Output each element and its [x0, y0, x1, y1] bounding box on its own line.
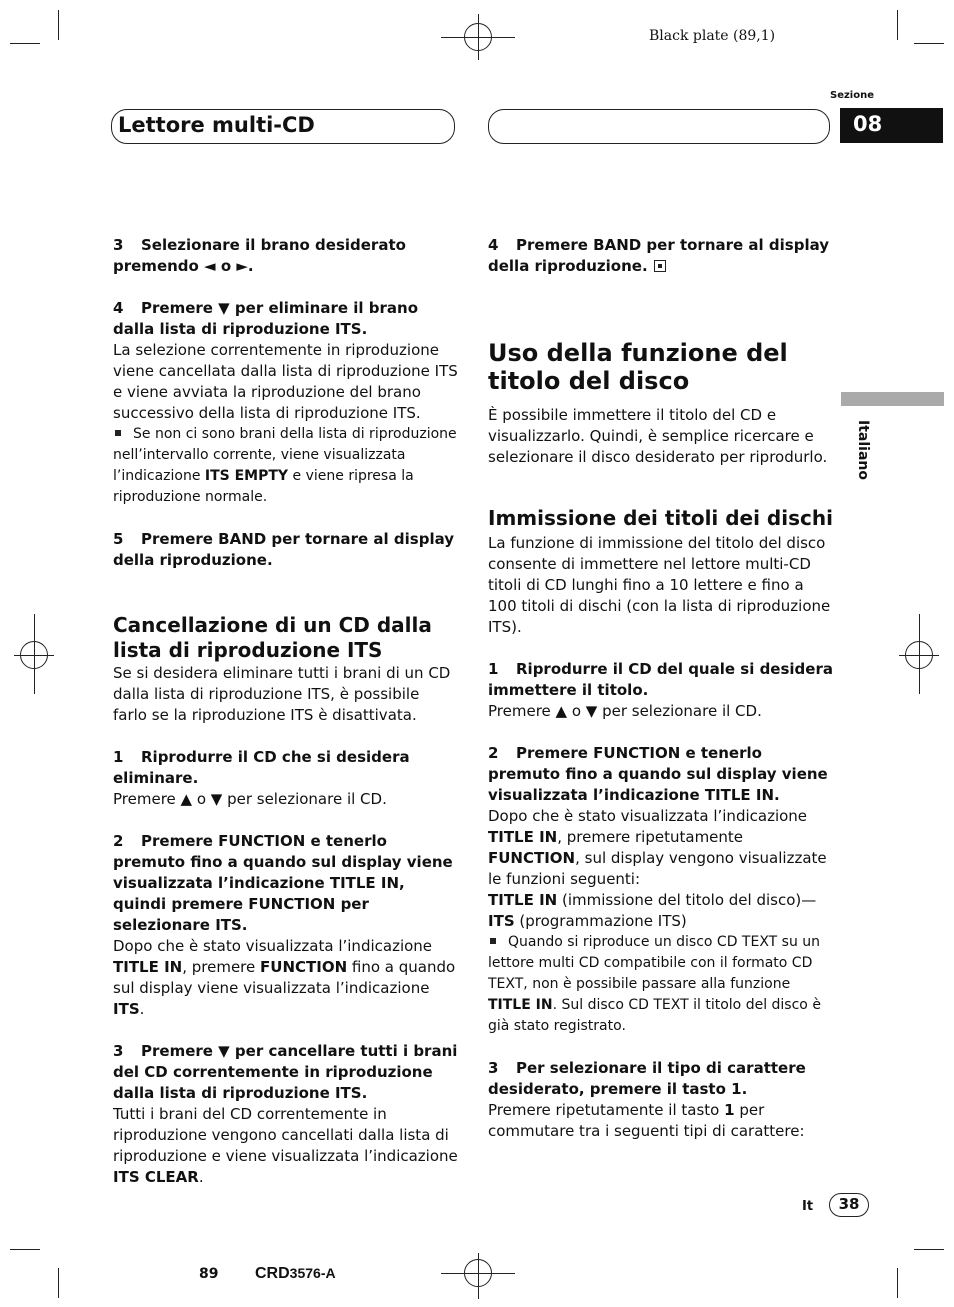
- left-column: [113, 235, 458, 1188]
- title-step-2: 2 Premere FUNCTION e tenerlo premuto fino a quando sul display viene visualizzata l’indicazione TITLE IN.: [488, 744, 828, 804]
- plate-label: Black plate (89,1): [649, 28, 776, 44]
- crop-mark: [10, 1249, 40, 1250]
- title-step-2-functions: TITLE IN (immissione del titolo del disco)—ITS (programmazione ITS): [488, 891, 817, 930]
- entry-intro: La funzione di immissione del titolo del disco consente di immettere nel lettore multi-CD titoli di CD lunghi fino a 10 lettere e fino a 100 titoli di dischi (con la lista di riproduzione ITS).: [488, 534, 831, 636]
- cancel-step-1-body: Premere ▲ o ▼ per selezionare il CD.: [113, 790, 387, 808]
- step-4-body: La selezione correntemente in riproduzione viene cancellata dalla lista di riproduzione ITS e viene avviata la riproduzione del brano successivo della lista di riproduzione ITS.: [113, 341, 458, 422]
- step-4: 4 Premere ▼ per eliminare il brano dalla lista di riproduzione ITS.: [113, 299, 419, 338]
- cancel-intro: Se si desidera eliminare tutti i brani di un CD dalla lista di riproduzione ITS, è possibile farlo se la riproduzione ITS è disattivata.: [113, 664, 451, 724]
- step-3: 3 Selezionare il brano desiderato premendo ◄ o ►.: [113, 236, 406, 275]
- crop-mark: [58, 10, 59, 40]
- crop-mark: [58, 1268, 59, 1298]
- title-step-3-body: Premere ripetutamente il tasto 1 per commutare tra i seguenti tipi di carattere:: [488, 1101, 805, 1140]
- page-number: 38: [838, 1195, 860, 1213]
- right-column: [488, 235, 833, 1142]
- end-mark-icon: [654, 260, 666, 272]
- title-step-1-body: Premere ▲ o ▼ per selezionare il CD.: [488, 702, 762, 720]
- language-tab: [851, 420, 871, 500]
- section-title-box: [111, 109, 455, 144]
- title-step-2-body: Dopo che è stato visualizzata l’indicazione TITLE IN, premere ripetutamente FUNCTION, sul display vengono visualizzate le funzioni seguenti:: [488, 807, 827, 888]
- cancel-step-3: 3 Premere ▼ per cancellare tutti i brani del CD correntemente in riproduzione dalla lista di riproduzione ITS.: [113, 1042, 458, 1102]
- title-intro: È possibile immettere il titolo del CD e visualizzarlo. Quindi, è semplice ricercare e selezionare il disco desiderato per riprodurlo.: [488, 406, 828, 466]
- bullet-icon: [490, 938, 496, 944]
- step-4-right: 4 Premere BAND per tornare al display della riproduzione.: [488, 236, 830, 275]
- crop-mark: [897, 1268, 898, 1298]
- section-number: 08: [853, 112, 883, 136]
- page-number-box: [829, 1193, 869, 1217]
- cancel-step-2-body: Dopo che è stato visualizzata l’indicazione TITLE IN, premere FUNCTION fino a quando sul display viene visualizzata l’indicazione ITS.: [113, 937, 456, 1018]
- heading-title-entry: Immissione dei titoli dei dischi: [488, 506, 833, 530]
- registration-line: [478, 1253, 479, 1299]
- note: Quando si riproduce un disco CD TEXT su un lettore multi CD compatibile con il formato CD TEXT, non è possibile passare alla funzione TITLE IN. Sul disco CD TEXT il titolo del disco è già stato registrato.: [488, 934, 821, 1034]
- heading-cancel-cd: Cancellazione di un CD dalla lista di riproduzione ITS: [113, 613, 432, 662]
- heading-title-function: Uso della funzione del titolo del disco: [488, 339, 788, 395]
- model-number: CRD3576-A: [255, 1265, 336, 1282]
- section-title: Lettore multi-CD: [118, 113, 315, 137]
- title-step-1: 1 Riprodurre il CD del quale si desidera immettere il titolo.: [488, 660, 833, 699]
- cancel-step-1: 1 Riprodurre il CD che si desidera eliminare.: [113, 748, 410, 787]
- step-5: 5 Premere BAND per tornare al display della riproduzione.: [113, 530, 455, 569]
- bullet-icon: [115, 430, 121, 436]
- crop-mark: [897, 10, 898, 40]
- cancel-step-3-body: Tutti i brani del CD correntemente in riproduzione vengono cancellati dalla lista di riproduzione e viene visualizzata l’indicazione ITS CLEAR.: [113, 1105, 458, 1186]
- note: Se non ci sono brani della lista di riproduzione nell’intervallo corrente, viene visualizzata l’indicazione ITS EMPTY e viene ripresa la riproduzione normale.: [113, 426, 457, 505]
- section-label: Sezione: [830, 90, 875, 101]
- language-code: It: [802, 1199, 814, 1214]
- cancel-step-2: 2 Premere FUNCTION e tenerlo premuto fino a quando sul display viene visualizzata l’indicazione TITLE IN, quindi premere FUNCTION per selezionare ITS.: [113, 832, 453, 934]
- language-tab-bar: [841, 392, 944, 406]
- registration-line: [478, 14, 479, 60]
- registration-line: [34, 614, 35, 694]
- language-label: Italiano: [855, 420, 871, 480]
- crop-mark: [914, 43, 944, 44]
- print-page-number: 89: [199, 1266, 219, 1282]
- section-number-box: [840, 108, 943, 143]
- crop-mark: [914, 1249, 944, 1250]
- title-step-3: 3 Per selezionare il tipo di carattere desiderato, premere il tasto 1.: [488, 1059, 806, 1098]
- registration-line: [919, 614, 920, 694]
- crop-mark: [10, 43, 40, 44]
- section-empty-box: [488, 109, 830, 144]
